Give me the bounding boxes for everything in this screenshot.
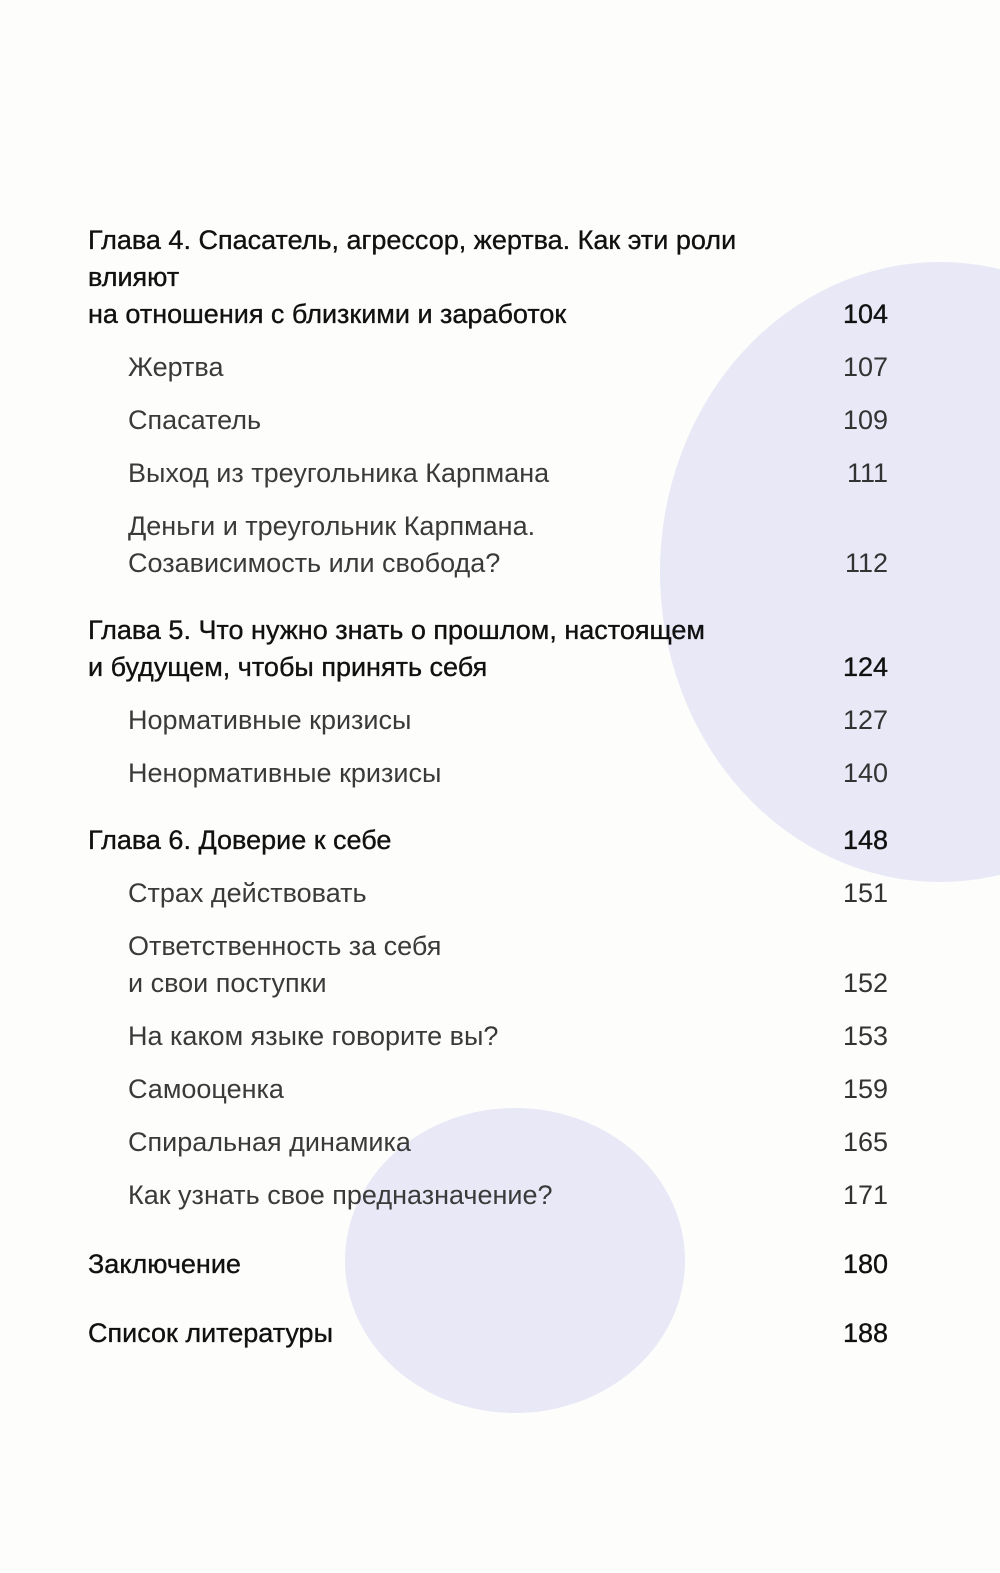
section-title: Спасатель	[128, 405, 262, 435]
chapter-title: Список литературы	[88, 1318, 333, 1348]
toc-section	[88, 702, 888, 739]
page-number: 165	[842, 1127, 888, 1157]
toc-section	[88, 402, 888, 439]
toc-section	[88, 349, 888, 386]
toc-conclusion	[88, 1246, 888, 1283]
page-number: 111	[846, 458, 888, 488]
toc-chapter-4	[88, 222, 888, 333]
toc-section	[88, 508, 888, 582]
page-number: 140	[842, 758, 888, 788]
chapter-title: Глава 5. Что нужно знать о прошлом, настоящем и будущем, чтобы принять себя	[88, 615, 705, 682]
section-title: Нормативные кризисы	[128, 705, 412, 735]
toc-section	[88, 1071, 888, 1108]
page-number: 124	[842, 652, 888, 682]
page-number: 159	[842, 1074, 888, 1104]
toc-section	[88, 1124, 888, 1161]
toc-section	[88, 455, 888, 492]
section-title: Спиральная динамика	[128, 1127, 411, 1157]
chapter-title: Глава 4. Спасатель, агрессор, жертва. Как эти роли влияют на отношения с близкими и заработок	[88, 225, 737, 329]
section-title: На каком языке говорите вы?	[128, 1021, 499, 1051]
section-title: Самооценка	[128, 1074, 284, 1104]
table-of-contents	[88, 222, 888, 1352]
section-title: Жертва	[128, 352, 224, 382]
toc-section	[88, 755, 888, 792]
toc-chapter-6	[88, 822, 888, 859]
page-number: 188	[842, 1318, 888, 1348]
chapter-title: Глава 6. Доверие к себе	[88, 825, 392, 855]
toc-section	[88, 1018, 888, 1055]
toc-section	[88, 928, 888, 1002]
section-title: Страх действовать	[128, 878, 367, 908]
page-number: 171	[842, 1180, 888, 1210]
page-number: 112	[844, 548, 888, 578]
page-number: 180	[842, 1249, 888, 1279]
page-number: 148	[842, 825, 888, 855]
section-title: Выход из треугольника Карпмана	[128, 458, 550, 488]
section-title: Ответственность за себя и свои поступки	[128, 931, 442, 998]
toc-references	[88, 1315, 888, 1352]
page-number: 104	[842, 299, 888, 329]
page-number: 107	[842, 352, 888, 382]
page-number: 127	[842, 705, 888, 735]
toc-section	[88, 1177, 888, 1214]
section-title: Ненормативные кризисы	[128, 758, 442, 788]
section-title: Как узнать свое предназначение?	[128, 1180, 553, 1210]
page-number: 152	[842, 968, 888, 998]
page-number: 153	[842, 1021, 888, 1051]
page-number: 151	[842, 878, 888, 908]
page-number: 109	[842, 405, 888, 435]
section-title: Деньги и треугольник Карпмана. Созависимость или свобода?	[128, 511, 536, 578]
toc-chapter-5	[88, 612, 888, 686]
toc-section	[88, 875, 888, 912]
chapter-title: Заключение	[88, 1249, 241, 1279]
